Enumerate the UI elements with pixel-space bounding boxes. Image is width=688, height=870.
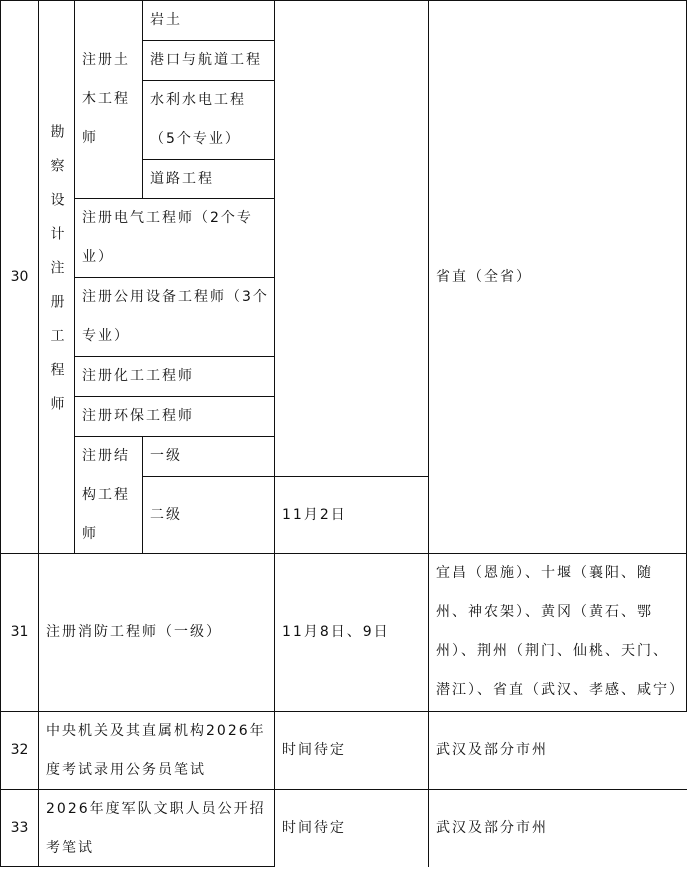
area-row-30: 省直（全省） <box>428 0 687 553</box>
row-number-30: 30 <box>0 0 38 553</box>
area-row-32: 武汉及部分市州 <box>428 711 687 789</box>
civil-item-water-hydropower: 水利水电工程（5个专业） <box>142 80 274 159</box>
row-number-32: 32 <box>0 711 38 789</box>
civil-item-road: 道路工程 <box>142 159 274 198</box>
structural-engineer-group: 注册结构工程师 <box>74 436 142 553</box>
utility-equipment-engineer: 注册公用设备工程师（3个专业） <box>74 277 274 356</box>
date-cell-blank <box>274 0 428 476</box>
civil-item-geotechnical: 岩土 <box>142 0 274 40</box>
structural-level-2: 二级 <box>142 476 274 553</box>
electrical-engineer: 注册电气工程师（2个专业） <box>74 198 274 277</box>
civil-item-port-waterway: 港口与航道工程 <box>142 40 274 80</box>
exam-date-31: 11月8日、9日 <box>274 553 428 711</box>
category-survey-design-engineer <box>38 0 74 553</box>
date-level-2: 11月2日 <box>274 476 428 553</box>
table-right-border <box>686 0 687 711</box>
civil-engineer-group: 注册土木工程师 <box>74 0 142 198</box>
exam-name-33: 2026年度军队文职人员公开招考笔试 <box>38 789 274 867</box>
category-vertical-text: 勘察设计注册工程师 <box>48 124 65 430</box>
exam-name-31: 注册消防工程师（一级） <box>38 553 274 711</box>
chemical-engineer: 注册化工工程师 <box>74 356 274 396</box>
exam-name-32: 中央机关及其直属机构2026年度考试录用公务员笔试 <box>38 711 274 789</box>
table-bottom-border <box>0 866 274 867</box>
area-row-33: 武汉及部分市州 <box>428 789 687 867</box>
exam-date-32: 时间待定 <box>274 711 428 789</box>
structural-level-1: 一级 <box>142 436 274 476</box>
row-number-33: 33 <box>0 789 38 867</box>
area-row-31: 宜昌（恩施）、十堰（襄阳、随州、神农架）、黄冈（黄石、鄂州）、荆州（荆门、仙桃、天门、潜江）、省直（武汉、孝感、咸宁） <box>428 553 687 711</box>
exam-date-33: 时间待定 <box>274 789 428 867</box>
row-number-31: 31 <box>0 553 38 711</box>
environmental-engineer: 注册环保工程师 <box>74 396 274 436</box>
